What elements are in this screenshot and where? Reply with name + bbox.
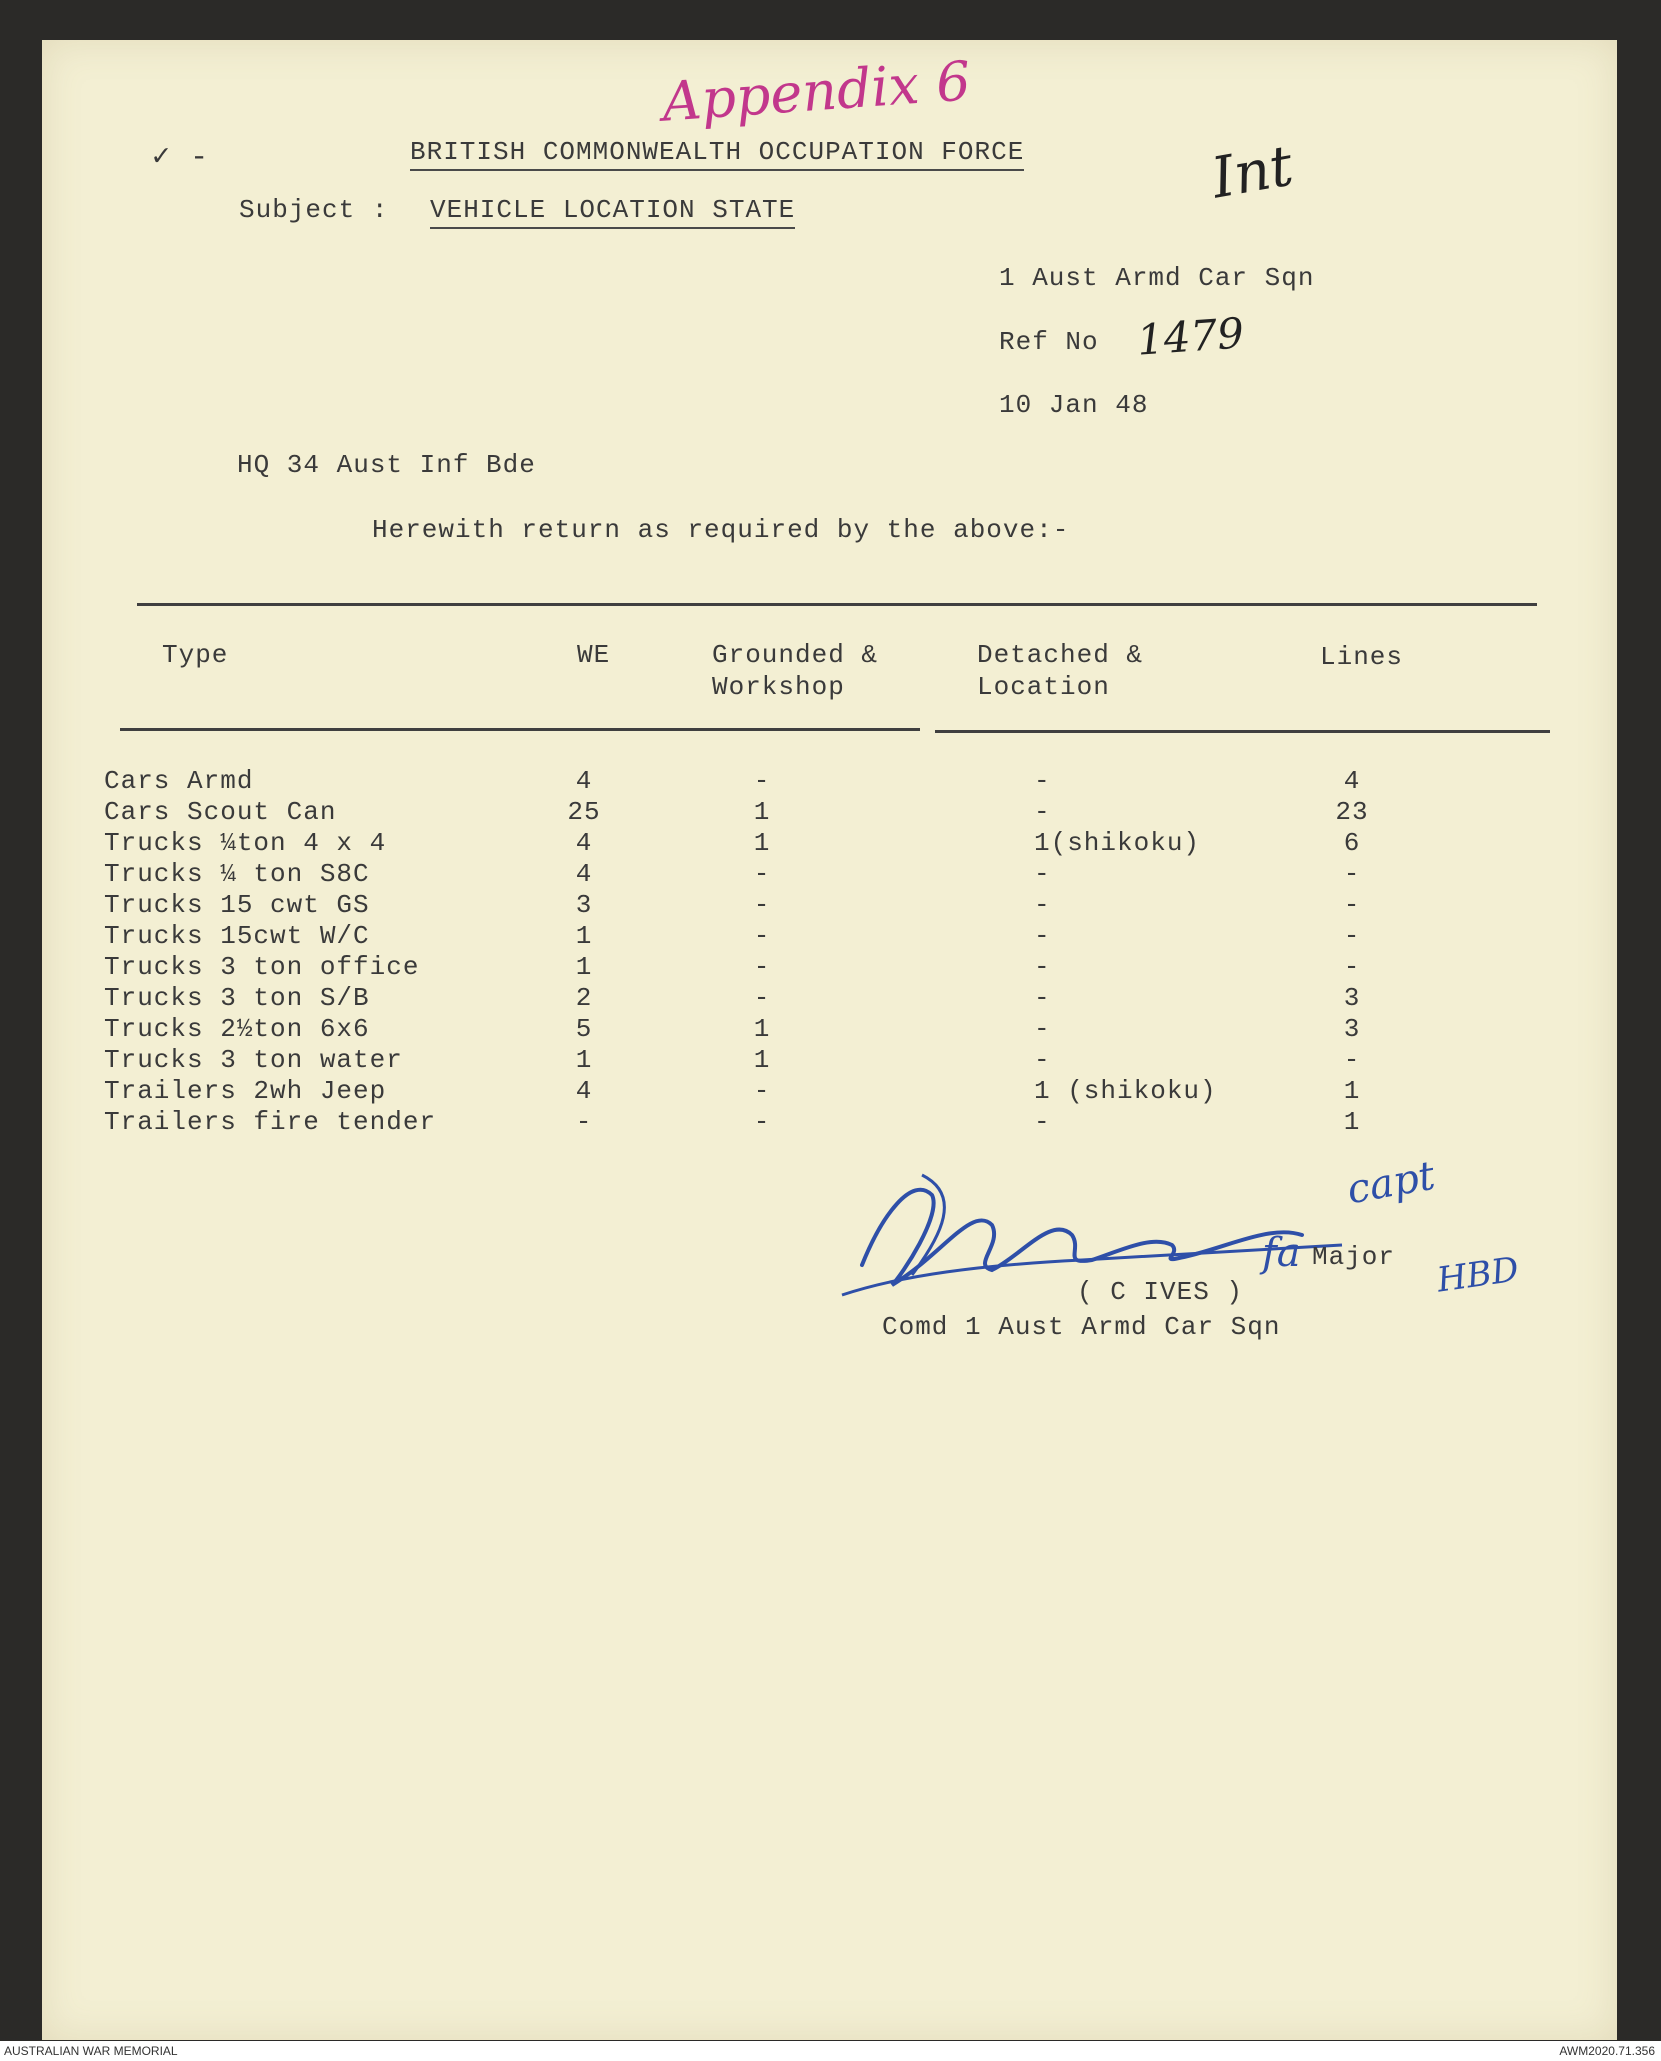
cell-we: 4: [575, 859, 593, 889]
footer-left: AUSTRALIAN WAR MEMORIAL: [4, 2044, 178, 2058]
cell-type: Trailers 2wh Jeep: [104, 1076, 387, 1106]
table-row: [42, 828, 1617, 859]
table-row: [42, 921, 1617, 952]
cell-grounded: 1: [753, 1045, 771, 1075]
initial-annotation: Int: [1206, 133, 1298, 212]
cell-type: Trucks 2½ton 6x6: [104, 1014, 370, 1044]
cell-detached: -: [1034, 1014, 1051, 1044]
table-row: [42, 859, 1617, 890]
cell-detached: -: [1034, 797, 1051, 827]
for-mark: fa: [1262, 1230, 1301, 1276]
cell-grounded: -: [753, 921, 771, 951]
document-page: [42, 40, 1617, 2040]
cell-type: Trucks 3 ton S/B: [104, 983, 370, 1013]
col-header-we: WE: [577, 640, 611, 670]
cell-type: Trucks 3 ton office: [104, 952, 420, 982]
cell-type: Trucks 15 cwt GS: [104, 890, 370, 920]
cell-lines: 3: [1343, 1014, 1361, 1044]
header-rule-left: [120, 728, 920, 731]
cell-grounded: -: [753, 859, 771, 889]
col-header-grounded-1: Grounded &: [712, 640, 879, 670]
signatory-name: ( C IVES ): [1077, 1277, 1244, 1307]
table-row: [42, 890, 1617, 921]
cell-we: -: [575, 1107, 593, 1137]
cell-grounded: -: [753, 766, 771, 796]
subject-label: Subject :: [239, 195, 389, 225]
table-row: [42, 983, 1617, 1014]
cell-type: Trucks 3 ton water: [104, 1045, 403, 1075]
cell-grounded: 1: [753, 828, 771, 858]
cell-lines: -: [1343, 859, 1361, 889]
cell-type: Trucks 15cwt W/C: [104, 921, 370, 951]
cell-we: 1: [575, 952, 593, 982]
cell-detached: 1 (shikoku): [1034, 1076, 1217, 1106]
cell-type: Cars Scout Can: [104, 797, 337, 827]
cell-type: Trailers fire tender: [104, 1107, 437, 1137]
appendix-annotation: Appendix 6: [660, 49, 973, 134]
cell-lines: -: [1343, 921, 1361, 951]
cell-grounded: 1: [753, 1014, 771, 1044]
cell-detached: -: [1034, 1045, 1051, 1075]
cell-type: Trucks ¼ton 4 x 4: [104, 828, 387, 858]
cell-grounded: -: [753, 1107, 771, 1137]
cell-lines: 23: [1335, 797, 1369, 827]
cell-we: 5: [575, 1014, 593, 1044]
table-top-rule: [137, 603, 1537, 606]
cell-lines: -: [1343, 1045, 1361, 1075]
table-row: [42, 1107, 1617, 1138]
cell-detached: -: [1034, 1107, 1051, 1137]
cell-detached: -: [1034, 952, 1051, 982]
cell-lines: 1: [1343, 1107, 1361, 1137]
cell-grounded: -: [753, 890, 771, 920]
ref-label: Ref No: [999, 327, 1099, 357]
table-row: [42, 952, 1617, 983]
table-row: [42, 1014, 1617, 1045]
cell-detached: -: [1034, 983, 1051, 1013]
date: 10 Jan 48: [999, 390, 1149, 420]
signature-capt: capt: [1343, 1152, 1439, 1214]
cell-lines: -: [1343, 890, 1361, 920]
cell-type: Trucks ¼ ton S8C: [104, 859, 370, 889]
cell-grounded: -: [753, 952, 771, 982]
intro-line: Herewith return as required by the above:-: [372, 515, 1070, 545]
cell-lines: 6: [1343, 828, 1361, 858]
cell-we: 1: [575, 921, 593, 951]
signatory-rank: Major: [1312, 1242, 1396, 1272]
subject-text: VEHICLE LOCATION STATE: [430, 195, 795, 229]
cell-grounded: -: [753, 983, 771, 1013]
header-rule-right: [935, 730, 1550, 733]
cell-lines: 4: [1343, 766, 1361, 796]
col-header-type: Type: [162, 640, 229, 670]
addressee: HQ 34 Aust Inf Bde: [237, 450, 536, 480]
cell-detached: -: [1034, 766, 1051, 796]
table-row: [42, 1076, 1617, 1107]
cell-detached: -: [1034, 890, 1051, 920]
cell-grounded: 1: [753, 797, 771, 827]
cell-we: 2: [575, 983, 593, 1013]
signatory-title: Comd 1 Aust Armd Car Sqn: [882, 1312, 1281, 1342]
table-row: [42, 1045, 1617, 1076]
cell-lines: 1: [1343, 1076, 1361, 1106]
col-header-detached-1: Detached &: [977, 640, 1144, 670]
col-header-detached-2: Location: [977, 672, 1110, 702]
cell-we: 4: [575, 766, 593, 796]
footer-right: AWM2020.71.356: [1559, 2044, 1655, 2058]
org-title: BRITISH COMMONWEALTH OCCUPATION FORCE: [410, 137, 1024, 171]
cell-grounded: -: [753, 1076, 771, 1106]
cell-we: 3: [575, 890, 593, 920]
unit-name: 1 Aust Armd Car Sqn: [999, 263, 1315, 293]
cell-detached: -: [1034, 859, 1051, 889]
col-header-grounded-2: Workshop: [712, 672, 845, 702]
table-row: [42, 766, 1617, 797]
col-header-lines: Lines: [1320, 642, 1404, 672]
cell-we: 4: [575, 1076, 593, 1106]
cell-we: 4: [575, 828, 593, 858]
cell-detached: 1(shikoku): [1034, 828, 1201, 858]
archive-footer: [0, 2041, 1661, 2061]
ref-number: 1479: [1135, 308, 1246, 365]
stray-mark: ✓ -: [152, 141, 210, 175]
cell-lines: 3: [1343, 983, 1361, 1013]
cell-we: 25: [567, 797, 601, 827]
cell-we: 1: [575, 1045, 593, 1075]
cell-detached: -: [1034, 921, 1051, 951]
cell-lines: -: [1343, 952, 1361, 982]
table-row: [42, 797, 1617, 828]
initials-annotation: HBD: [1434, 1249, 1522, 1301]
cell-type: Cars Armd: [104, 766, 254, 796]
